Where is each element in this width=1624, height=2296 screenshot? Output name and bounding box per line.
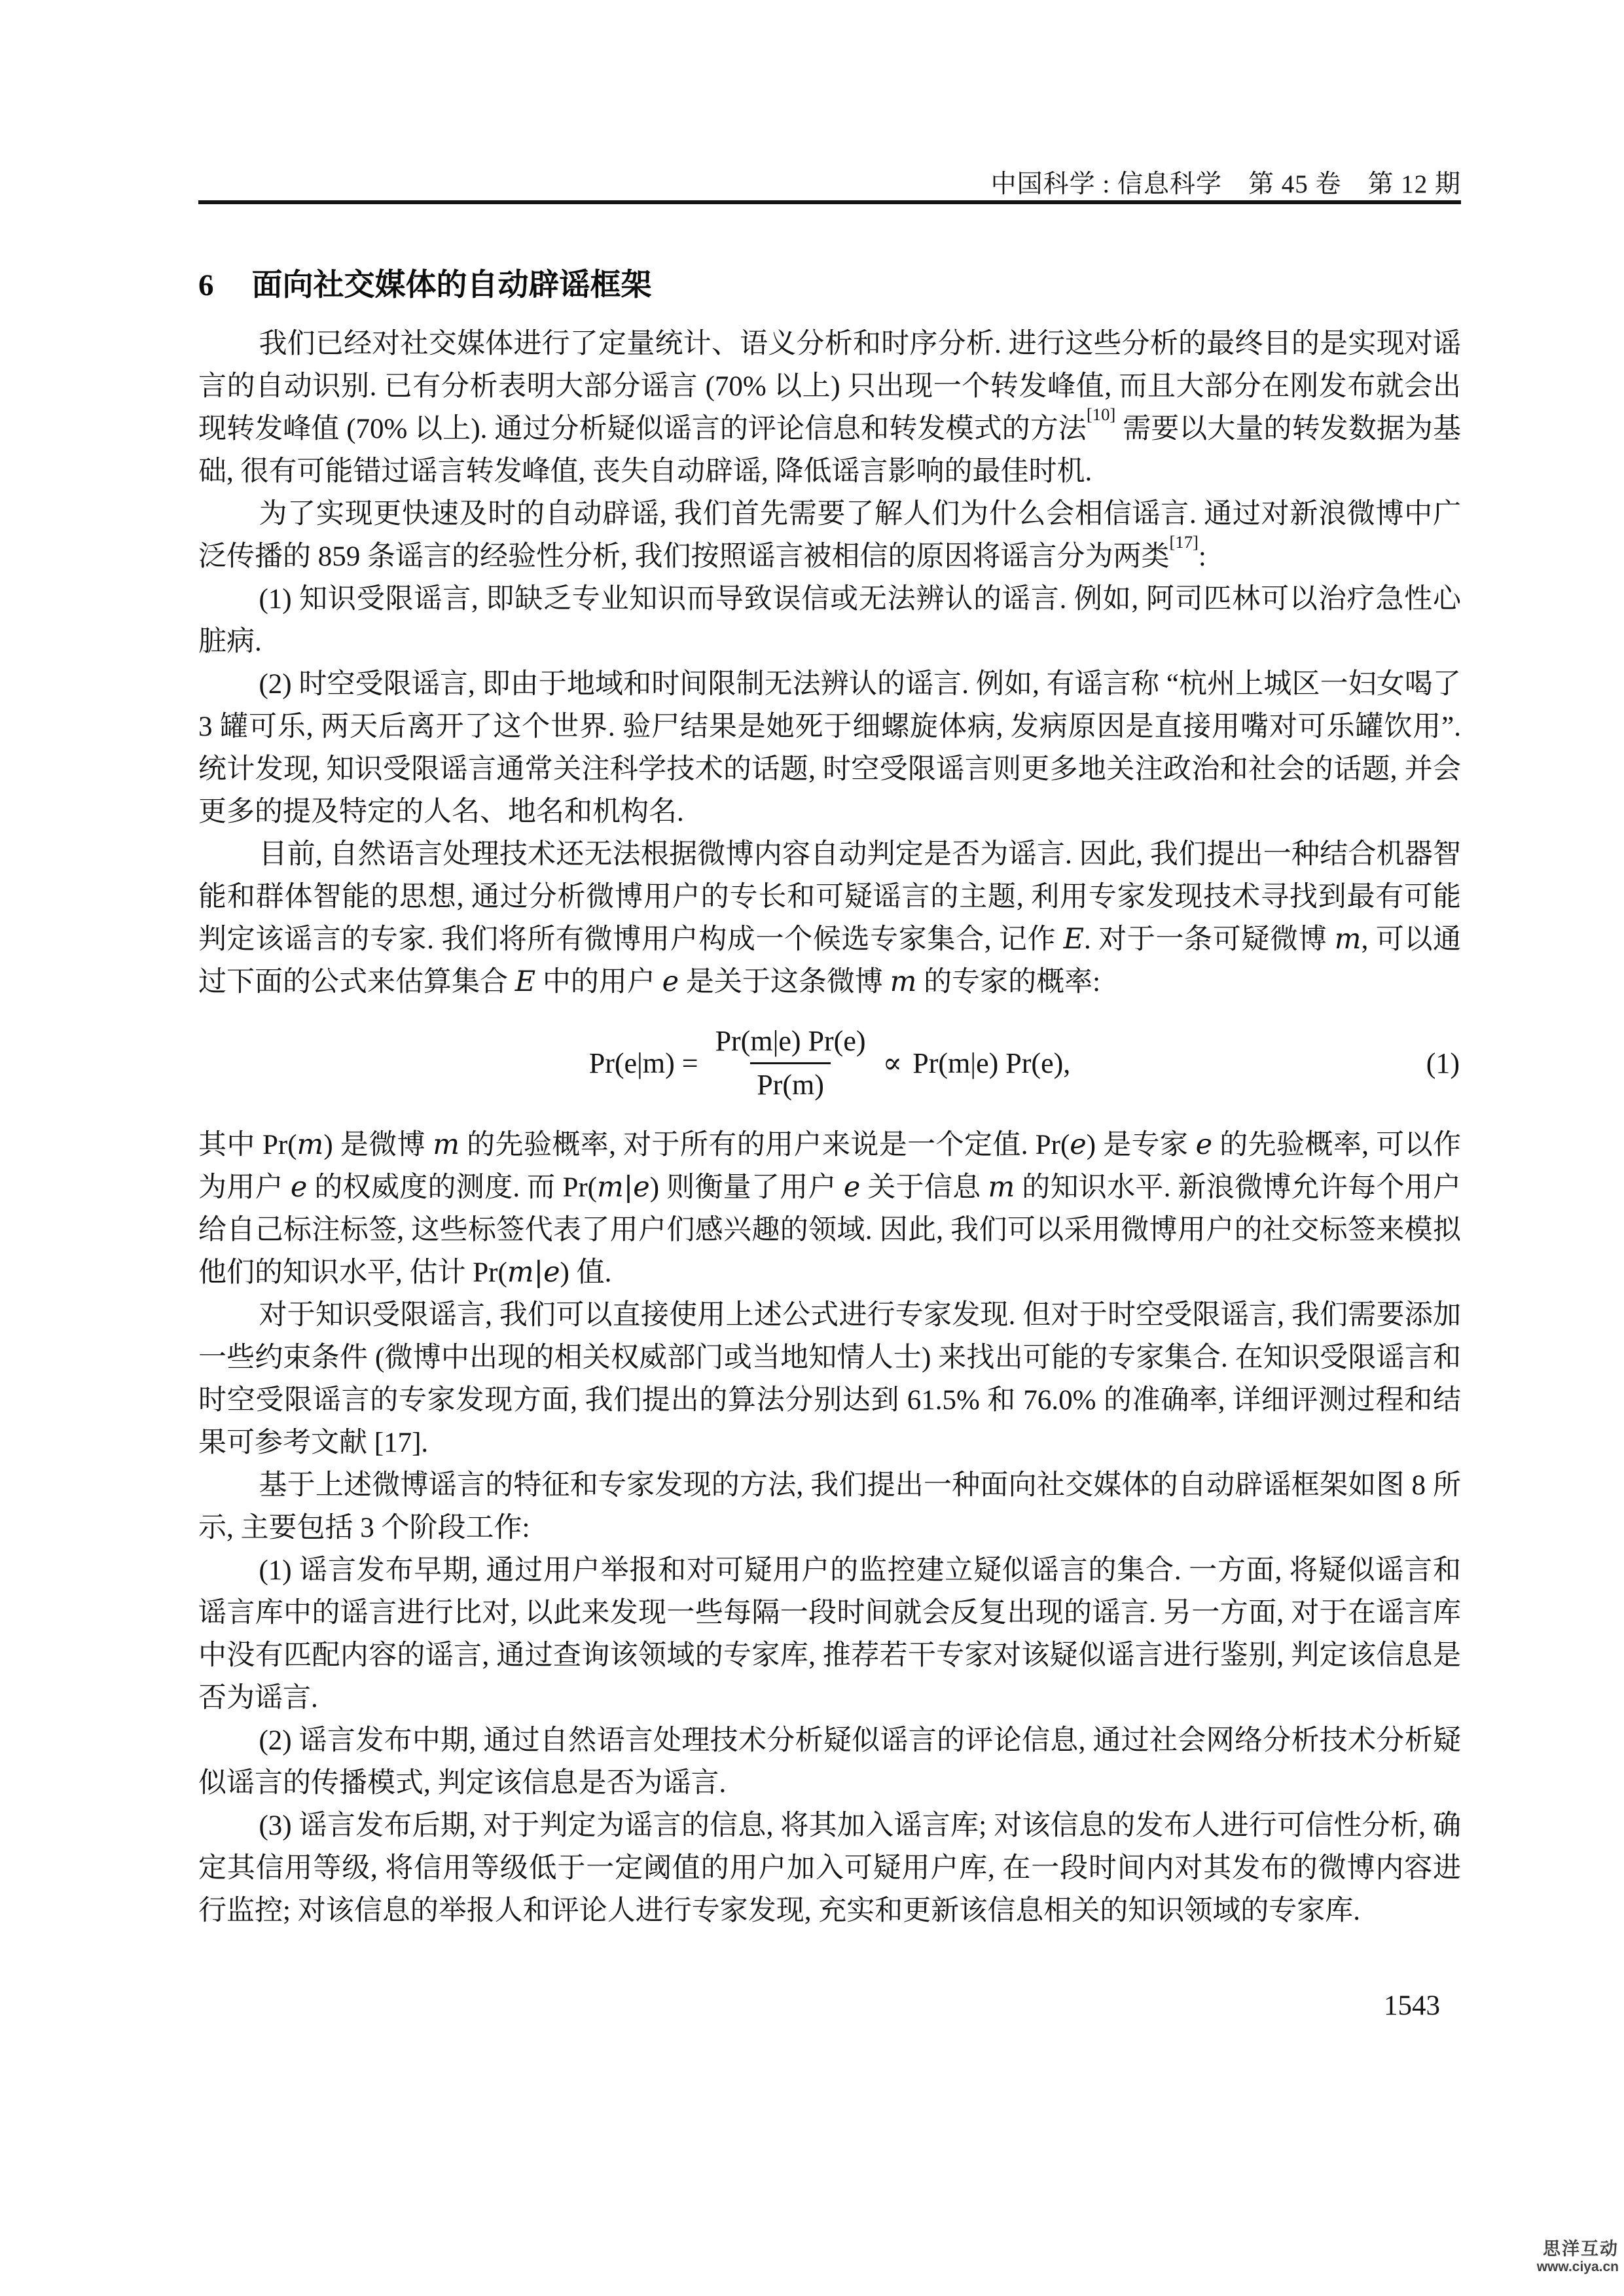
math-variable: e <box>843 1170 861 1204</box>
paragraph <box>198 1719 1461 1804</box>
equation-denominator: Pr(m) <box>750 1062 831 1101</box>
page-number-value: 1543 <box>1384 1990 1440 2021</box>
section-title: 面向社交媒体的自动辟谣框架 <box>251 268 652 302</box>
text-run: , 可以通过下面的公式来估算集合 <box>198 924 1462 997</box>
citation-ref: [17] <box>1169 531 1199 552</box>
paragraph <box>198 1124 1461 1294</box>
equation-number: (1) <box>1426 1047 1460 1079</box>
math-variable: m <box>1334 923 1362 956</box>
paragraph <box>198 1294 1461 1464</box>
text-run: 对于知识受限谣言, 我们可以直接使用上述公式进行专家发现. 但对于时空受限谣言, 我们需要添加一些约束条件 (微博中出现的相关权威部门或当地知情人士) 来找出可能的专家集合. 在知识受限谣言和时空受限谣言的专家发现方面, 我们提出的算法分别达到 61.5% 和 76.0% 的准确率, 详细评测过程和结果可参考文献 [17]. <box>198 1299 1461 1458</box>
math-variable: e <box>662 965 679 998</box>
text-run: 中的用户 <box>535 967 662 997</box>
text-run: 的权威度的测度. 而 Pr( <box>307 1172 598 1203</box>
equation-numerator: Pr(m|e) Pr(e) <box>715 1025 866 1057</box>
math-variable: m|e <box>507 1255 560 1289</box>
equation-rhs: Pr(m|e) Pr(e), <box>912 1047 1071 1079</box>
text-run: 我们已经对社交媒体进行了定量统计、语义分析和时序分析. 进行这些分析的最终目的是实现对谣言的自动识别. 已有分析表明大部分谣言 (70% 以上) 只出现一个转发峰值, 而且大部分在刚发布就会出现转发峰值 (70% 以上). 通过分析疑似谣言的评论信息和转发模式的方法 <box>198 329 1461 444</box>
text-run: (1) 知识受限谣言, 即缺乏专业知识而导致误信或无法辨认的谣言. 例如, 阿司匹林可以治疗急性心脏病. <box>198 584 1461 657</box>
math-variable: e <box>1070 1128 1087 1161</box>
math-variable: e <box>290 1170 308 1204</box>
watermark-url: www.ciya.cn <box>1536 2259 1619 2274</box>
paragraph <box>198 663 1461 833</box>
text-run: ) 则衡量了用户 <box>649 1172 844 1203</box>
text-run: 基于上述微博谣言的特征和专家发现的方法, 我们提出一种面向社交媒体的自动辟谣框架如图 8 所示, 主要包括 3 个阶段工作: <box>198 1469 1461 1543</box>
paragraph <box>198 1804 1461 1932</box>
text-run: 的先验概率, 对于所有的用户来说是一个定值. Pr( <box>459 1129 1070 1160</box>
paragraph <box>198 323 1461 493</box>
math-variable: E <box>1063 923 1084 956</box>
math-variable: E <box>514 965 536 998</box>
citation-ref: [10] <box>1086 404 1116 424</box>
paragraph <box>198 1549 1461 1719</box>
math-variable: m <box>890 965 917 998</box>
paper-body <box>198 323 1461 1932</box>
text-run: (2) 谣言发布中期, 通过自然语言处理技术分析疑似谣言的评论信息, 通过社会网络分析技术分析疑似谣言的传播模式, 判定该信息是否为谣言. <box>198 1725 1461 1799</box>
paragraph-group-before-equation <box>198 323 1461 1003</box>
text-run: ) 值. <box>560 1257 612 1288</box>
text-run: (3) 谣言发布后期, 对于判定为谣言的信息, 将其加入谣言库; 对该信息的发布人进行可信性分析, 确定其信用等级, 将信用等级低于一定阈值的用户加入可疑用户库, 在一段时间内对其发布的微博内容进行监控; 对该信息的举报人和评论人进行专家发现, 充实和更新该信息相关的知识领域的专家库. <box>198 1810 1461 1926</box>
equation-lhs: Pr(e|m) = <box>588 1047 698 1079</box>
journal-header: 中国科学 : 信息科学 第 45 卷 第 12 期 <box>990 170 1461 198</box>
text-run: 目前, 自然语言处理技术还无法根据微博内容自动判定是否为谣言. 因此, 我们提出一种结合机器智能和群体智能的思想, 通过分析微博用户的专长和可疑谣言的主题, 利用专家发现技术寻找到最有可能判定该谣言的专家. 我们将所有微博用户构成一个候选专家集合, 记作 <box>198 839 1461 955</box>
text-run: 的先验概率, 可以作为用户 <box>198 1129 1461 1203</box>
text-run: (1) 谣言发布早期, 通过用户举报和对可疑用户的监控建立疑似谣言的集合. 一方面, 将疑似谣言和谣言库中的谣言进行比对, 以此来发现一些每隔一段时间就会反复出现的谣言. 另一方面, 对于在谣言库中没有匹配内容的谣言, 通过查询该领域的专家库, 推荐若干专家对该疑似谣言进行鉴别, 判定该信息是否为谣言. <box>198 1554 1461 1713</box>
watermark-name: 思洋互动 <box>1543 2239 1619 2259</box>
text-run: 需要以大量的转发数据为基础, 很有可能错过谣言转发峰值, 丧失自动辟谣, 降低谣言影响的最佳时机. <box>198 414 1461 487</box>
paragraph <box>198 578 1461 663</box>
math-variable: m <box>433 1128 460 1161</box>
section-number: 6 <box>198 268 214 302</box>
text-run: 其中 Pr( <box>198 1129 297 1160</box>
text-run: 的专家的概率: <box>916 967 1101 997</box>
text-run: ) 是专家 <box>1086 1129 1196 1160</box>
text-run: . 对于一条可疑微博 <box>1084 924 1335 955</box>
equation-block <box>198 1026 1461 1102</box>
text-run: 的知识水平. 新浪微博允许每个用户给自己标注标签, 这些标签代表了用户们感兴趣的领域. 因此, 我们可以采用微博用户的社交标签来模拟他们的知识水平, 估计 Pr( <box>198 1172 1462 1288</box>
text-run: (2) 时空受限谣言, 即由于地域和时间限制无法辨认的谣言. 例如, 有谣言称 “杭州上城区一妇女喝了 3 罐可乐, 两天后离开了这个世界. 验尸结果是她死于细螺旋体病, 发病原因是直接用嘴对可乐罐饮用”. 统计发现, 知识受限谣言通常关注科学技术的话题, 时空受限谣言则更多地关注政治和社会的话题, 并会更多的提及特定的人名、地名和机构名. <box>198 669 1461 827</box>
math-variable: m <box>297 1128 324 1161</box>
watermark <box>1422 2240 1619 2274</box>
page-number <box>198 1990 1461 2022</box>
paragraph <box>198 493 1461 578</box>
math-variable: e <box>1195 1128 1213 1161</box>
math-variable: m <box>988 1170 1015 1204</box>
equation-fraction <box>709 1026 873 1102</box>
text-run: : <box>1198 541 1206 572</box>
text-run: 为了实现更快速及时的自动辟谣, 我们首先需要了解人们为什么会相信谣言. 通过对新浪微博中广泛传播的 859 条谣言的经验性分析, 我们按照谣言被相信的原因将谣言分为两类 <box>198 499 1461 572</box>
section-heading <box>198 260 1461 304</box>
math-variable: m|e <box>597 1170 650 1204</box>
paragraph <box>198 1464 1461 1549</box>
equation-relation: ∝ <box>882 1047 903 1079</box>
paragraph-group-after-equation <box>198 1124 1461 1932</box>
text-run: ) 是微博 <box>323 1129 433 1160</box>
header-rule <box>198 200 1461 204</box>
text-run: 关于信息 <box>860 1172 988 1203</box>
text-run: 是关于这条微博 <box>679 967 890 997</box>
paragraph <box>198 833 1461 1003</box>
